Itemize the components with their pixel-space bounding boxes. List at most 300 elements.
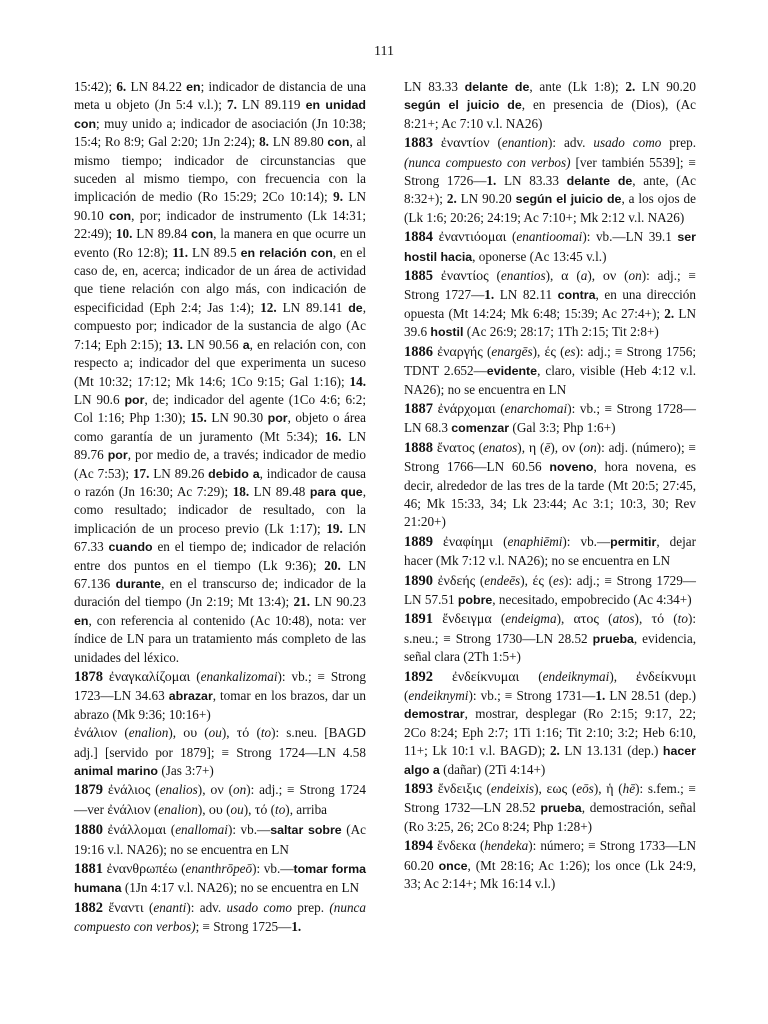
text-run: , objeto o área como garantía de un juramento (Mt 5:34); — [74, 410, 366, 444]
text-run: ), — [593, 781, 607, 797]
text-run: , por; indicador de instrumento (Lk 14:31; 22:49); — [74, 207, 366, 242]
text-run: ): s.neu. [BAGD adj.] [servido por 1879]; ≡ Strong 1724—LN 4.58 — [74, 725, 366, 760]
text-run: ), — [517, 439, 529, 455]
text-run: ( — [664, 611, 678, 627]
text-run: , hora novena, es decir, alrededor de las tres de la tarde (Mt 20:5; 27:45, 46; Mk 15:33, 34; Lk 23:44; Ac 3:1; 10:3, 30; Rev 21:20+) — [404, 459, 697, 530]
transliteration: to — [260, 725, 272, 741]
gloss-term: con — [191, 227, 214, 242]
text-run: ( — [143, 899, 154, 915]
gloss-term: demostrar — [404, 707, 465, 722]
text-run: , indicador de causa o razón (Jn 16:30; Ac 7:29); — [74, 465, 366, 499]
text-run: ): vb.; ≡ Strong 1731— — [468, 688, 596, 703]
transliteration: a — [580, 268, 588, 284]
text-run: prep. — [291, 899, 330, 915]
gloss-term: saltar sobre — [270, 823, 342, 838]
text-run: ( — [536, 439, 545, 455]
sense-number: 8. — [259, 134, 269, 150]
entry-number: 1886 — [404, 343, 433, 360]
text-run: ( — [482, 343, 492, 359]
text-run: ( — [267, 801, 276, 817]
entry-continuation — [74, 78, 366, 667]
transliteration: usado como — [226, 899, 292, 915]
transliteration: atos — [612, 611, 635, 627]
greek-lemma: ἐνάλιον — [74, 726, 118, 742]
gloss-term: hostil — [430, 325, 464, 340]
gloss-term: delante de — [464, 80, 530, 94]
text-run: LN 90.23 — [310, 594, 366, 610]
text-run: LN 28.51 (dep.) — [605, 688, 697, 703]
text-run: LN 89.76 — [74, 428, 366, 463]
greek-lemma: ἐναντίον — [440, 136, 490, 152]
text-run: ): vb.— — [227, 822, 271, 838]
gloss-term: por — [124, 392, 145, 407]
text-run: ; ≡ Strong 1725— — [195, 919, 292, 935]
sense-number: 1. — [486, 173, 497, 189]
text-run: ( — [489, 135, 502, 151]
text-run: en el tiempo de; indicador de relación entre dos puntos en el tiempo (Lk 9:36); — [74, 539, 366, 573]
text-run: ( — [491, 611, 506, 627]
text-run: ), arriba — [285, 801, 328, 817]
dictionary-entry-1884 — [404, 228, 696, 266]
text-run: , al mismo tiempo; indicador de circunstancias que suceden al mismo tiempo, con frecuencia con la implicación de medio (Ro 15:29; 2Co 10:14); — [74, 134, 366, 205]
transliteration: enanti — [153, 899, 187, 915]
dictionary-entry-enalion — [74, 724, 366, 780]
gloss-term: por — [267, 411, 288, 426]
greek-lemma: ἐναντιόομαι — [438, 230, 507, 246]
text-run: ), — [534, 781, 547, 797]
transliteration: enalion — [128, 725, 169, 741]
text-run: LN 89.5 — [188, 244, 241, 260]
transliteration: enantion — [501, 135, 548, 151]
entry-number: 1894 — [404, 838, 433, 855]
transliteration: eōs — [576, 781, 594, 797]
greek-lemma: α — [561, 269, 569, 285]
greek-lemma: ἐναργής — [437, 344, 483, 360]
greek-lemma: ου — [183, 726, 198, 742]
greek-lemma: η — [528, 440, 537, 456]
gloss-term: según el juicio de — [515, 192, 622, 207]
text-run: ( — [506, 229, 517, 245]
transliteration: (nunca compuesto con verbos) — [74, 899, 366, 935]
text-run: ): adv. — [548, 135, 594, 151]
entry-number: 1890 — [404, 572, 433, 589]
text-run: ): vb.—LN 39.1 — [582, 229, 678, 245]
greek-lemma: τό — [651, 612, 665, 628]
sense-number: 17. — [132, 465, 150, 481]
entry-number: 1888 — [404, 439, 433, 456]
dictionary-entry-1886 — [404, 343, 696, 399]
dictionary-entry-1885 — [404, 267, 696, 342]
text-run: LN 67.136 — [74, 557, 366, 591]
transliteration: enaphiēmi — [507, 533, 563, 549]
text-run: ( — [567, 781, 577, 797]
greek-lemma: ον — [210, 783, 224, 799]
entry-number: 1887 — [404, 400, 433, 417]
text-run: , ante (Lk 1:8); — [529, 79, 626, 94]
greek-lemma: ἐνάλλομαι — [107, 823, 167, 839]
text-run: (Ac 19:16 v.l. NA26); no se encuentra en LN — [74, 822, 366, 857]
entry-number: 1879 — [74, 782, 103, 799]
transliteration: enanthrōpeō — [185, 861, 253, 877]
right-column — [404, 78, 696, 893]
text-run: ( — [150, 782, 160, 798]
transliteration: on — [628, 268, 642, 284]
text-run: LN 90.6 — [74, 391, 125, 407]
text-run: , evidencia, señal clara (2Th 1:5+) — [404, 630, 696, 665]
gloss-term: en — [74, 613, 89, 628]
text-run: LN 82.11 — [494, 287, 558, 303]
text-run: ( — [616, 268, 629, 284]
text-run: , demostración, señal (Ro 3:25, 26; 2Co 8:24; Php 1:28+) — [404, 800, 697, 834]
greek-lemma: ές — [532, 573, 544, 589]
text-run: [ver también 5539]; ≡ Strong 1726— — [404, 154, 696, 189]
text-run: ( — [222, 801, 231, 817]
greek-lemma: ἐνδεής — [437, 573, 476, 589]
text-run: LN 89.84 — [132, 226, 192, 242]
text-run: ), — [221, 725, 237, 741]
gloss-term: con — [327, 135, 350, 150]
transliteration: on — [583, 439, 597, 455]
text-run: (dañar) (2Ti 4:14+) — [439, 761, 546, 777]
transliteration: endeēs — [484, 572, 521, 588]
text-run: ; indicador de distancia de una meta u objeto (Jn 5:4 v.l.); — [74, 79, 366, 113]
text-run: ), — [243, 801, 255, 817]
transliteration: enallomai — [175, 822, 228, 838]
transliteration: to — [677, 611, 688, 627]
gloss-term: por — [107, 448, 128, 463]
text-run: ), — [609, 668, 636, 684]
sense-number: 2. — [549, 743, 560, 759]
dictionary-entry-1882 — [74, 899, 366, 937]
greek-lemma: ἔνδειξις — [437, 782, 482, 798]
entry-number: 1883 — [404, 135, 433, 152]
text-run: , en una dirección opuesta (Mt 14:24; Mk 6:48; 15:39; Ac 27:4+); — [404, 287, 696, 321]
transliteration: enargēs — [491, 343, 533, 359]
sense-number: 16. — [324, 428, 342, 444]
text-run — [433, 611, 442, 626]
text-run — [433, 534, 443, 549]
transliteration: endeixis — [490, 781, 535, 797]
greek-lemma: ἐναφίημι — [443, 534, 494, 550]
transliteration: usado como — [593, 135, 662, 151]
gloss-term: abrazar — [168, 689, 213, 704]
greek-lemma: ἐνδείκνυμι — [635, 669, 696, 685]
transliteration: to — [275, 801, 286, 817]
gloss-term: debido a — [208, 466, 260, 481]
entry-number: 1891 — [404, 611, 433, 628]
text-run: ), — [168, 725, 184, 741]
gloss-term: delante de — [566, 174, 633, 189]
text-run: (Gal 3:3; Php 1:6+) — [509, 420, 616, 436]
dictionary-entry-1893 — [404, 780, 696, 836]
text-run: LN 89.141 — [276, 299, 349, 315]
text-run: ), — [545, 268, 562, 284]
text-run: ( — [481, 781, 491, 797]
text-run: LN 39.6 — [404, 305, 696, 340]
greek-lemma: εως — [546, 782, 568, 798]
gloss-term: pobre — [457, 592, 493, 607]
text-run: ): adj.; ≡ Strong 1724—ver — [74, 782, 366, 817]
text-run: ), — [587, 268, 603, 284]
greek-lemma: ατος — [573, 612, 599, 628]
gloss-term: durante — [115, 576, 162, 591]
text-run: , a los ojos de (Lk 1:6; 20:26; 24:19; Ac 7:10+; Mk 2:12 v.l. NA26) — [404, 191, 696, 225]
text-run: ): vb.— — [562, 533, 611, 549]
text-run: , en relación con, con respecto a; indicador del que experimenta un suceso (Mt 10:32; 17:12; Mk 14:6; 1Co 9:15; Gal 1:16); — [74, 336, 366, 389]
entry-number: 1889 — [404, 533, 433, 550]
sense-number: 9. — [333, 189, 343, 205]
gloss-term: según el juicio de — [404, 98, 522, 113]
sense-number: 7. — [227, 97, 237, 113]
sense-number: 20. — [324, 557, 341, 573]
dictionary-entry-1891 — [404, 610, 696, 666]
text-run: , necesitado, empobrecido (Ac 4:34+) — [492, 591, 692, 607]
text-run: 15:42); — [74, 79, 117, 94]
text-run: (Jas 3:7+) — [158, 763, 214, 779]
text-run: LN 90.20 — [456, 191, 516, 207]
sense-number: 1. — [595, 688, 606, 703]
text-run: LN 89.119 — [236, 97, 306, 113]
text-run: , de; indicador del agente (1Co 4:6; 6:2; Col 1:16; Php 1:30); — [74, 391, 366, 426]
transliteration: enatos — [482, 439, 518, 455]
transliteration: es — [553, 572, 565, 588]
sense-number: 2. — [625, 79, 636, 94]
text-run: ( — [150, 801, 159, 817]
gloss-term: once — [438, 858, 468, 873]
text-run: ( — [177, 861, 186, 877]
sense-number: 19. — [326, 520, 343, 536]
transliteration: enankalizomai — [200, 669, 278, 684]
text-run: LN 67.33 — [74, 520, 366, 555]
text-run: , como resultado; indicador de resultado, con la implicación de un proceso previo (Lk 1:17); — [74, 483, 366, 536]
text-run — [433, 669, 452, 684]
dictionary-entry-1883 — [404, 134, 696, 227]
sense-number: 18. — [232, 483, 250, 499]
text-run: ), — [556, 611, 574, 627]
text-run: ( — [166, 822, 176, 838]
page-number: 111 — [374, 44, 394, 59]
text-run — [433, 268, 441, 283]
dictionary-entry-1889 — [404, 533, 696, 571]
gloss-term: en relación con — [240, 245, 333, 260]
text-run: ( — [474, 439, 483, 455]
sense-number: 14. — [349, 373, 366, 389]
sense-number: 1. — [484, 287, 495, 303]
transliteration: endeiknymi — [408, 688, 469, 703]
sense-number: 13. — [166, 336, 183, 352]
text-run: ): adj. (número); ≡ Strong 1766—LN 60.56 — [404, 439, 696, 475]
text-run: , (Mt 28:16; Ac 1:26); los once (Lk 24:9, 33; Ac 2:14+; Mk 16:14 v.l.) — [404, 857, 697, 892]
gloss-term: para que — [309, 484, 363, 499]
text-run: , por medio de, a través; indicador de medio (Ac 7:53); — [74, 447, 366, 481]
text-run: LN 84.22 — [126, 79, 187, 94]
text-run: ( — [190, 669, 201, 684]
transliteration: enarchomai — [504, 400, 568, 416]
gloss-term: animal marino — [74, 764, 159, 779]
gloss-term: evidente — [486, 364, 538, 379]
dictionary-entry-1894 — [404, 837, 696, 893]
greek-lemma: τό — [236, 726, 250, 742]
text-run: ): vb.; ≡ Strong 1728—LN 68.3 — [404, 400, 696, 436]
transliteration: ou — [230, 801, 244, 817]
gloss-term: en unidad con — [74, 98, 367, 131]
transliteration: hē — [622, 781, 636, 797]
gloss-term: permitir — [610, 534, 657, 549]
left-column — [74, 78, 366, 937]
transliteration: ē — [544, 439, 551, 455]
gloss-term: ser hostil hacia — [404, 230, 696, 264]
text-run — [433, 135, 441, 150]
greek-lemma: ἐνάλιον — [107, 802, 151, 818]
text-run: , compuesto por; indicador de la sustancia de algo (Ac 7:14; Eph 2:15); — [74, 299, 366, 352]
text-run: LN 90.10 — [74, 189, 366, 223]
text-run: LN 90.56 — [182, 336, 243, 352]
text-run: ( — [568, 268, 581, 284]
text-run: ), — [634, 611, 652, 627]
greek-lemma: ἐνανθρωπέω — [106, 862, 178, 878]
transliteration: enantioomai — [516, 229, 583, 245]
gloss-term: prueba — [592, 631, 634, 646]
text-run: ; muy unido a; indicador de asociación (Jn 10:38; 15:4; Ro 8:9; Gal 2:20; 1Jn 2:24); — [74, 115, 366, 150]
text-run: ( — [519, 668, 543, 684]
gloss-term: hacer algo a — [404, 744, 696, 777]
dictionary-entry-1890 — [404, 572, 696, 610]
text-run: ): adj.; ≡ Strong 1729—LN 57.51 — [404, 572, 696, 607]
transliteration: endeigma — [505, 611, 557, 627]
greek-lemma: ἔναντι — [108, 900, 144, 916]
transliteration: (nunca compuesto con verbos) — [404, 154, 571, 170]
entry-number: 1881 — [74, 861, 103, 878]
gloss-term: noveno — [549, 460, 594, 475]
greek-lemma: ον — [602, 269, 617, 285]
text-run: ( — [197, 725, 209, 741]
greek-lemma: ές — [544, 344, 556, 360]
sense-number: 11. — [172, 244, 189, 260]
text-run: ), — [520, 572, 533, 588]
sense-number: 2. — [664, 305, 675, 321]
gloss-term: prueba — [540, 801, 582, 816]
text-run: LN 90.30 — [206, 410, 268, 426]
text-run: ): adv. — [186, 899, 227, 915]
transliteration: on — [233, 782, 247, 798]
transliteration: ou — [208, 725, 222, 741]
text-run: ( — [249, 725, 261, 741]
greek-lemma: ον — [561, 440, 576, 456]
sense-number: 12. — [260, 299, 277, 315]
sense-number: 2. — [446, 191, 457, 207]
text-run: ( — [575, 439, 584, 455]
text-run: ( — [475, 838, 485, 854]
text-run: ( — [404, 688, 409, 703]
dictionary-entry-1879 — [74, 781, 366, 820]
dictionary-entry-1887 — [404, 400, 696, 438]
gloss-term: con — [109, 208, 132, 223]
text-run: ( — [493, 533, 508, 549]
text-run: ): adj.; ≡ Strong 1756; TDNT 2.652— — [404, 343, 696, 379]
text-run: ( — [613, 781, 623, 797]
greek-lemma: ου — [208, 802, 223, 818]
entry-number: 1893 — [404, 781, 433, 798]
text-run: ( — [117, 725, 129, 741]
entry-number: 1892 — [404, 668, 433, 685]
transliteration: enantios — [500, 268, 546, 284]
text-run: ): s.fem.; ≡ Strong 1732—LN 28.52 — [404, 781, 696, 816]
transliteration: enalios — [159, 782, 198, 798]
text-run: (1Jn 4:17 v.l. NA26); no se encuentra en LN — [121, 880, 360, 896]
sense-number: 6. — [116, 79, 127, 94]
sense-number: 1. — [291, 919, 302, 935]
text-run: ), — [197, 782, 211, 798]
gloss-term: cuando — [108, 540, 153, 555]
text-run: ), — [197, 801, 209, 817]
greek-lemma: ἡ — [606, 782, 614, 798]
dictionary-entry-1892 — [404, 668, 696, 779]
text-run: LN 83.33 — [404, 79, 465, 94]
text-run: , tomar en los brazos, dar un abrazo (Mk 9:36; 10:16+) — [74, 688, 366, 722]
transliteration: enalion — [158, 801, 198, 817]
text-run: , en el transcurso de; indicador de la duración del tiempo (Jn 2:19; Mt 13:4); — [74, 575, 366, 610]
text-run: LN 89.48 — [249, 483, 310, 499]
sense-number: 15. — [190, 410, 207, 426]
greek-lemma: ἔνατος — [436, 440, 475, 456]
greek-lemma: ἐναγκαλίζομαι — [108, 670, 191, 685]
entry-continuation — [404, 78, 696, 133]
text-run: , dejar hacer (Mk 7:12 v.l. NA26); no se encuentra en LN — [404, 533, 697, 569]
text-run: LN 89.26 — [149, 465, 209, 481]
transliteration: endeiknymai — [542, 668, 610, 684]
text-run: ( — [223, 782, 234, 798]
text-run: ( — [555, 343, 565, 359]
greek-lemma: ἐνάρχομαι — [437, 401, 496, 417]
dictionary-entry-1888 — [404, 439, 696, 532]
text-run: , mostrar, desplegar (Ro 2:15; 9:17, 22; 2Co 8:24; Eph 2:7; 1Ti 1:16; Tit 2:10; 3:2; Heb 6:10, 11+; Lk 10:1 v.l. BAGD); — [404, 706, 696, 759]
text-run: ): adj.; ≡ Strong 1727— — [404, 268, 696, 303]
dictionary-entry-1880 — [74, 821, 366, 859]
transliteration: hendeka — [484, 838, 529, 854]
text-run: ( — [495, 400, 505, 416]
text-run: , con referencia al contenido (Ac 10:48), nota: ver índice de LN para un tratamiento más completo de las unidades del léxico. — [74, 612, 366, 665]
text-run: , ante, (Ac 8:32+); — [404, 173, 696, 207]
text-run: ), — [550, 439, 562, 455]
text-run: ( — [543, 572, 554, 588]
text-run: ), — [532, 343, 545, 359]
greek-lemma: ἐνδείκνυμαι — [451, 669, 520, 685]
greek-lemma: τό — [254, 802, 268, 818]
text-run: ): vb.; ≡ Strong 1723—LN 34.63 — [74, 669, 366, 704]
gloss-term: a — [242, 337, 250, 352]
greek-lemma: ἕνδεκα — [437, 839, 476, 855]
transliteration: es — [564, 343, 576, 359]
text-run: LN 13.131 (dep.) — [559, 743, 663, 759]
entry-number: 1882 — [74, 899, 103, 916]
greek-lemma: ἔνδειγμα — [442, 612, 492, 628]
text-run: , claro, visible (Heb 4:12 v.l. NA26); no se encuentra en LN — [404, 363, 697, 397]
entry-number: 1880 — [74, 822, 103, 839]
gloss-term: contra — [557, 288, 596, 303]
sense-number: 10. — [115, 226, 133, 242]
gloss-term: de — [348, 300, 363, 315]
text-run: (Ac 26:9; 28:17; 1Th 2:15; Tit 2:8+) — [463, 324, 659, 340]
entry-number: 1878 — [74, 669, 103, 685]
greek-lemma: ἐναντίος — [440, 269, 489, 285]
gloss-term: comenzar — [451, 421, 510, 436]
text-run: , en el caso de, en, acerca; indicador de un área de actividad que tiene relación con algo más, con indicación de especificidad (Eph 2:4; Jas 1:4); — [74, 244, 366, 315]
text-run: , en presencia de (Dios), (Ac 8:21+; Ac 7:10 v.l. NA26) — [404, 97, 696, 131]
dictionary-entry-1878 — [74, 668, 366, 724]
text-run: LN 83.33 — [496, 173, 567, 189]
sense-number: 21. — [293, 594, 311, 610]
gloss-term: en — [186, 80, 201, 94]
